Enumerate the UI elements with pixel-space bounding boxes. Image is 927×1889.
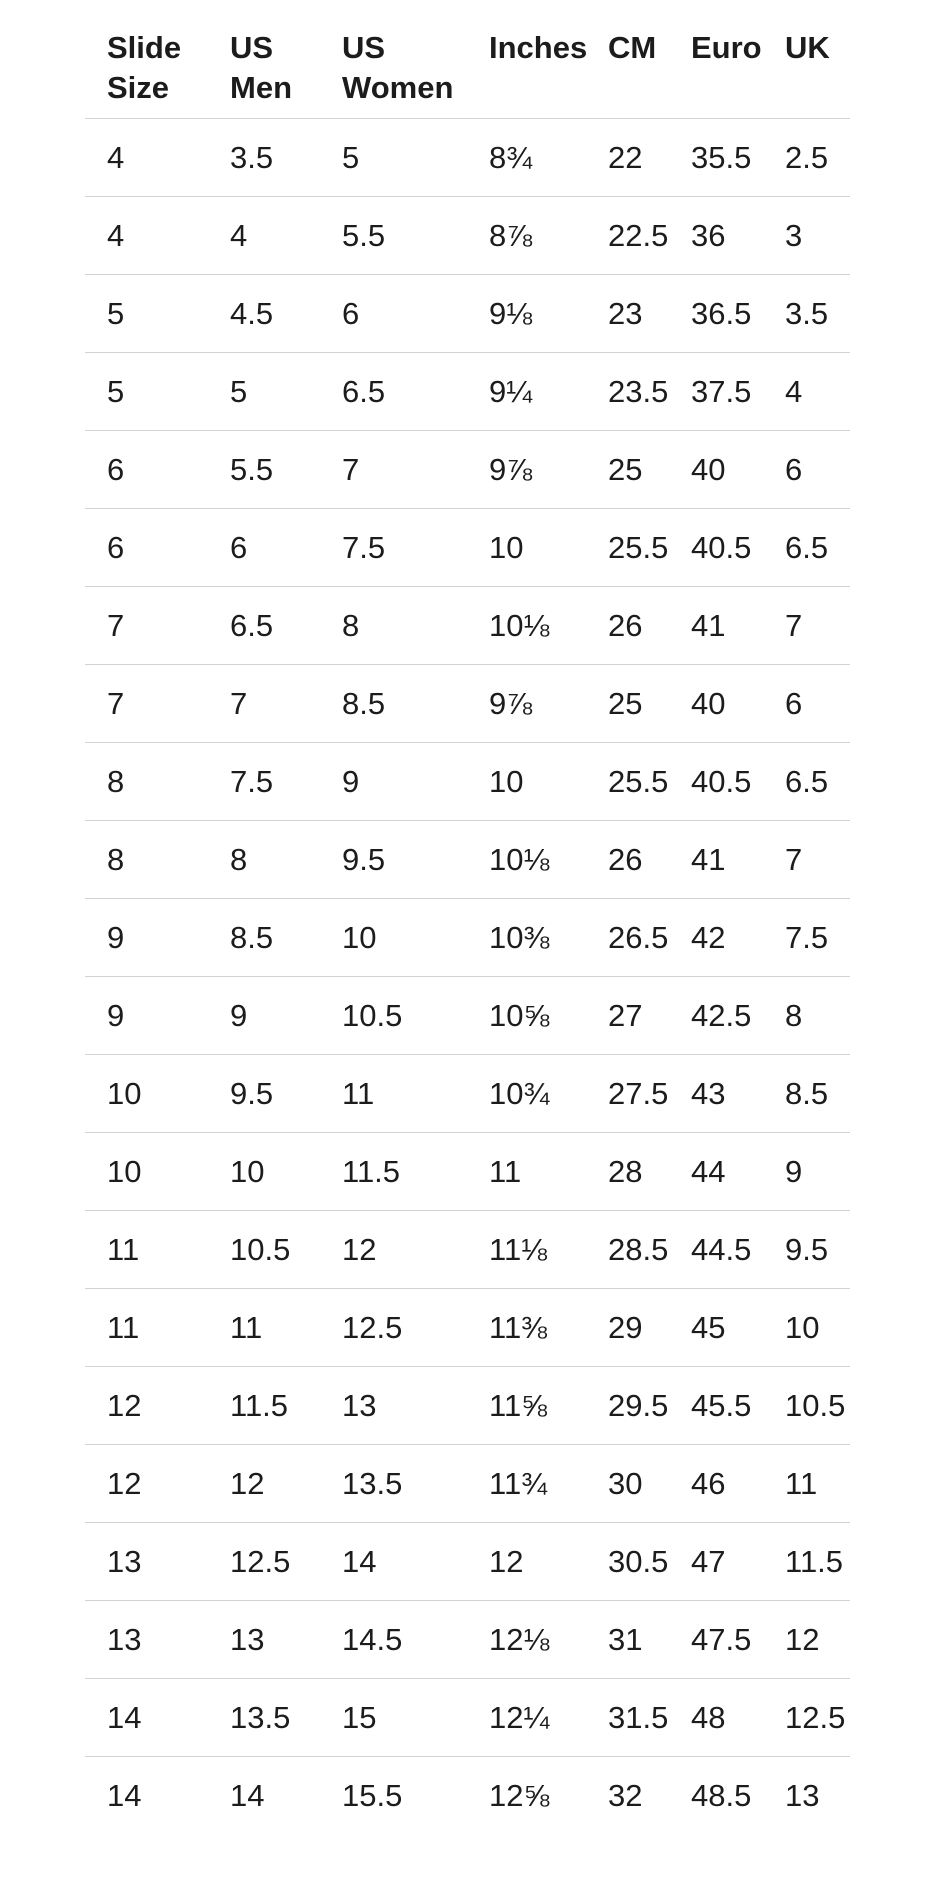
table-cell-us-women: 15.5	[342, 1777, 403, 1813]
table-cell-us-women: 7.5	[320, 509, 467, 587]
table-cell-inches: 11⅝	[467, 1367, 586, 1445]
table-cell-uk: 7.5	[763, 899, 850, 977]
table-cell-us-women: 6	[320, 275, 467, 353]
table-cell-us-men: 10	[208, 1133, 320, 1211]
column-header-uk	[763, 28, 850, 119]
table-cell-us-men: 6.5	[208, 587, 320, 665]
table-row	[85, 1055, 850, 1133]
table-cell-euro: 44.5	[669, 1211, 763, 1289]
table-row	[85, 431, 850, 509]
column-header-text: Inches	[489, 30, 588, 65]
table-cell-uk: 10	[763, 1289, 850, 1367]
table-cell-cm: 30.5	[586, 1523, 669, 1601]
table-cell-uk: 3	[763, 197, 850, 275]
table-cell-inches: 8¾	[467, 119, 586, 197]
table-row	[85, 1211, 850, 1289]
table-cell-us-women: 9.5	[320, 821, 467, 899]
table-cell-us-men: 4.5	[208, 275, 320, 353]
table-cell-us-men: 13	[208, 1601, 320, 1679]
table-cell-uk: 9.5	[763, 1211, 850, 1289]
table-row	[85, 977, 850, 1055]
table-cell-slide-size: 13	[85, 1601, 208, 1679]
table-cell-us-men: 11.5	[208, 1367, 320, 1445]
table-cell-us-women: 10	[320, 899, 467, 977]
size-chart-header	[85, 28, 850, 119]
table-cell-euro: 48	[669, 1679, 763, 1757]
table-cell-euro: 42.5	[669, 977, 763, 1055]
table-cell-cm: 26.5	[586, 899, 669, 977]
table-cell-cm: 27	[586, 977, 669, 1055]
table-cell-euro: 42	[669, 899, 763, 977]
table-cell-us-men: 8.5	[208, 899, 320, 977]
table-cell-slide-size: 8	[85, 821, 208, 899]
column-header-text: Slide	[107, 30, 182, 65]
table-cell-uk: 3.5	[763, 275, 850, 353]
table-row	[85, 743, 850, 821]
table-cell-inches: 10	[467, 509, 586, 587]
table-row	[85, 1445, 850, 1523]
table-cell-cm: 23	[586, 275, 669, 353]
table-cell-cm: 22.5	[586, 197, 669, 275]
table-cell-uk: 4	[763, 353, 850, 431]
table-row	[85, 1133, 850, 1211]
table-cell-inches: 9⅛	[467, 275, 586, 353]
table-cell-us-men: 12	[208, 1445, 320, 1523]
table-cell-uk: 12.5	[763, 1679, 850, 1757]
table-cell-slide-size: 14	[107, 1777, 142, 1813]
table-cell-us-women: 14.5	[320, 1601, 467, 1679]
table-cell-cm: 28	[586, 1133, 669, 1211]
table-cell-cm: 26	[586, 587, 669, 665]
table-cell-us-women: 14	[320, 1523, 467, 1601]
table-cell-slide-size: 5	[85, 353, 208, 431]
table-cell-cm: 31.5	[586, 1679, 669, 1757]
table-cell-us-men: 8	[208, 821, 320, 899]
table-cell-uk: 12	[763, 1601, 850, 1679]
table-cell-us-women: 15	[320, 1679, 467, 1757]
table-cell-slide-size: 8	[85, 743, 208, 821]
table-cell-slide-size: 5	[85, 275, 208, 353]
table-cell-us-women: 13.5	[320, 1445, 467, 1523]
table-cell-inches: 10¾	[467, 1055, 586, 1133]
column-header-text: Euro	[691, 30, 762, 65]
column-header-euro	[669, 28, 763, 119]
table-cell-us-women: 11	[320, 1055, 467, 1133]
table-cell-us-men: 9.5	[208, 1055, 320, 1133]
table-cell-us-women: 6.5	[320, 353, 467, 431]
table-cell-cm: 27.5	[586, 1055, 669, 1133]
table-cell-cm: 25.5	[586, 509, 669, 587]
table-cell-euro: 40	[669, 431, 763, 509]
table-cell-inches: 10	[467, 743, 586, 821]
table-cell-us-men: 13.5	[208, 1679, 320, 1757]
table-cell-us-women: 9	[320, 743, 467, 821]
column-header-us-women	[320, 28, 467, 119]
table-cell-inches: 12	[467, 1523, 586, 1601]
table-cell-us-women: 11.5	[320, 1133, 467, 1211]
table-cell-cm: 30	[586, 1445, 669, 1523]
table-cell-inches: 10⅜	[467, 899, 586, 977]
table-cell-us-women: 12.5	[320, 1289, 467, 1367]
table-cell-inches: 10⅝	[467, 977, 586, 1055]
table-cell-inches: 11¾	[467, 1445, 586, 1523]
column-header-text: UK	[785, 30, 830, 65]
table-cell-slide-size: 4	[85, 197, 208, 275]
size-chart-table	[85, 28, 850, 1834]
table-cell-us-men: 7	[208, 665, 320, 743]
table-cell-slide-size: 6	[85, 509, 208, 587]
table-cell-uk: 7	[763, 821, 850, 899]
table-cell-cm: 32	[608, 1777, 643, 1813]
table-cell-cm: 22	[586, 119, 669, 197]
table-cell-euro: 36.5	[669, 275, 763, 353]
table-cell-us-women: 12	[320, 1211, 467, 1289]
table-cell-uk: 9	[763, 1133, 850, 1211]
table-cell-cm: 31	[586, 1601, 669, 1679]
table-cell-slide-size: 9	[85, 977, 208, 1055]
table-cell-us-men: 6	[208, 509, 320, 587]
column-header-text: Men	[230, 70, 292, 105]
table-cell-inches: 9⅞	[467, 431, 586, 509]
table-cell-uk: 6	[763, 431, 850, 509]
table-cell-slide-size: 12	[85, 1445, 208, 1523]
table-cell-inches: 10⅛	[467, 587, 586, 665]
table-cell-us-men: 10.5	[208, 1211, 320, 1289]
table-cell-cm: 29	[586, 1289, 669, 1367]
table-cell-uk: 8.5	[763, 1055, 850, 1133]
table-row	[85, 353, 850, 431]
table-cell-us-men: 7.5	[208, 743, 320, 821]
table-cell-us-women: 5.5	[320, 197, 467, 275]
table-cell-euro: 48.5	[691, 1777, 752, 1813]
table-cell-euro: 41	[669, 587, 763, 665]
table-cell-inches: 11	[467, 1133, 586, 1211]
column-header-cm	[586, 28, 669, 119]
table-cell-euro: 41	[669, 821, 763, 899]
table-cell-slide-size: 6	[85, 431, 208, 509]
table-row	[85, 665, 850, 743]
table-cell-us-men: 5.5	[208, 431, 320, 509]
table-cell-cm: 28.5	[586, 1211, 669, 1289]
table-cell-slide-size: 13	[85, 1523, 208, 1601]
table-row	[85, 1601, 850, 1679]
table-cell-us-men: 11	[208, 1289, 320, 1367]
column-header-inches	[467, 28, 586, 119]
table-cell-uk: 11	[763, 1445, 850, 1523]
table-cell-inches: 12⅛	[467, 1601, 586, 1679]
column-header-text: US	[342, 30, 386, 65]
table-row	[85, 587, 850, 665]
table-cell-inches: 11⅜	[467, 1289, 586, 1367]
table-cell-us-men: 5	[208, 353, 320, 431]
table-cell-inches: 12⅝	[489, 1777, 550, 1813]
table-cell-us-women: 8	[320, 587, 467, 665]
table-cell-slide-size: 9	[85, 899, 208, 977]
table-cell-slide-size: 11	[85, 1211, 208, 1289]
table-cell-inches: 9¼	[467, 353, 586, 431]
table-cell-euro: 44	[669, 1133, 763, 1211]
table-cell-cm: 23.5	[586, 353, 669, 431]
table-row	[85, 275, 850, 353]
table-cell-uk: 6	[763, 665, 850, 743]
table-row	[85, 1679, 850, 1757]
column-header-text: Size	[107, 70, 170, 105]
table-cell-euro: 43	[669, 1055, 763, 1133]
column-header-slide-size	[85, 28, 208, 119]
table-cell-slide-size: 7	[85, 665, 208, 743]
table-cell-slide-size: 12	[85, 1367, 208, 1445]
table-cell-slide-size: 14	[85, 1679, 208, 1757]
table-cell-inches: 11⅛	[467, 1211, 586, 1289]
table-cell-euro: 47.5	[669, 1601, 763, 1679]
table-cell-euro: 45	[669, 1289, 763, 1367]
table-cell-cm: 26	[586, 821, 669, 899]
table-cell-euro: 40	[669, 665, 763, 743]
column-header-text: CM	[608, 30, 657, 65]
table-cell-uk: 7	[763, 587, 850, 665]
table-row	[85, 509, 850, 587]
size-chart-body	[85, 119, 850, 1835]
table-cell-euro: 40.5	[669, 743, 763, 821]
table-cell-us-women: 7	[320, 431, 467, 509]
table-row	[85, 119, 850, 197]
table-cell-euro: 37.5	[669, 353, 763, 431]
table-cell-slide-size: 10	[85, 1055, 208, 1133]
table-cell-us-women: 8.5	[320, 665, 467, 743]
table-row	[85, 197, 850, 275]
table-cell-inches: 10⅛	[467, 821, 586, 899]
table-cell-slide-size: 10	[85, 1133, 208, 1211]
table-cell-slide-size: 11	[85, 1289, 208, 1367]
column-header-text: Women	[342, 70, 454, 105]
table-row	[85, 1289, 850, 1367]
table-cell-euro: 45.5	[669, 1367, 763, 1445]
table-cell-uk: 11.5	[763, 1523, 850, 1601]
table-cell-cm: 29.5	[586, 1367, 669, 1445]
table-cell-uk: 10.5	[763, 1367, 850, 1445]
table-cell-cm: 25.5	[586, 743, 669, 821]
table-cell-us-men: 12.5	[208, 1523, 320, 1601]
table-cell-slide-size: 4	[85, 119, 208, 197]
table-row	[85, 1757, 850, 1835]
table-cell-inches: 8⅞	[467, 197, 586, 275]
table-cell-uk: 13	[785, 1777, 820, 1813]
table-cell-uk: 6.5	[763, 743, 850, 821]
table-cell-uk: 6.5	[763, 509, 850, 587]
table-cell-us-men: 14	[230, 1777, 265, 1813]
table-cell-slide-size: 7	[85, 587, 208, 665]
table-cell-euro: 36	[669, 197, 763, 275]
column-header-text: US	[230, 30, 274, 65]
table-cell-cm: 25	[586, 431, 669, 509]
table-cell-euro: 46	[669, 1445, 763, 1523]
table-cell-uk: 8	[763, 977, 850, 1055]
table-cell-us-men: 4	[208, 197, 320, 275]
table-cell-euro: 47	[669, 1523, 763, 1601]
table-row	[85, 821, 850, 899]
table-cell-uk: 2.5	[763, 119, 850, 197]
table-cell-cm: 25	[586, 665, 669, 743]
table-row	[85, 1367, 850, 1445]
table-cell-inches: 12¼	[467, 1679, 586, 1757]
table-cell-us-men: 9	[208, 977, 320, 1055]
column-header-us-men	[208, 28, 320, 119]
table-row	[85, 1523, 850, 1601]
table-cell-euro: 40.5	[669, 509, 763, 587]
header-row	[85, 28, 850, 119]
table-cell-us-men: 3.5	[208, 119, 320, 197]
table-row	[85, 899, 850, 977]
table-cell-us-women: 10.5	[320, 977, 467, 1055]
table-cell-inches: 9⅞	[467, 665, 586, 743]
table-cell-us-women: 13	[320, 1367, 467, 1445]
table-cell-us-women: 5	[320, 119, 467, 197]
table-cell-euro: 35.5	[669, 119, 763, 197]
